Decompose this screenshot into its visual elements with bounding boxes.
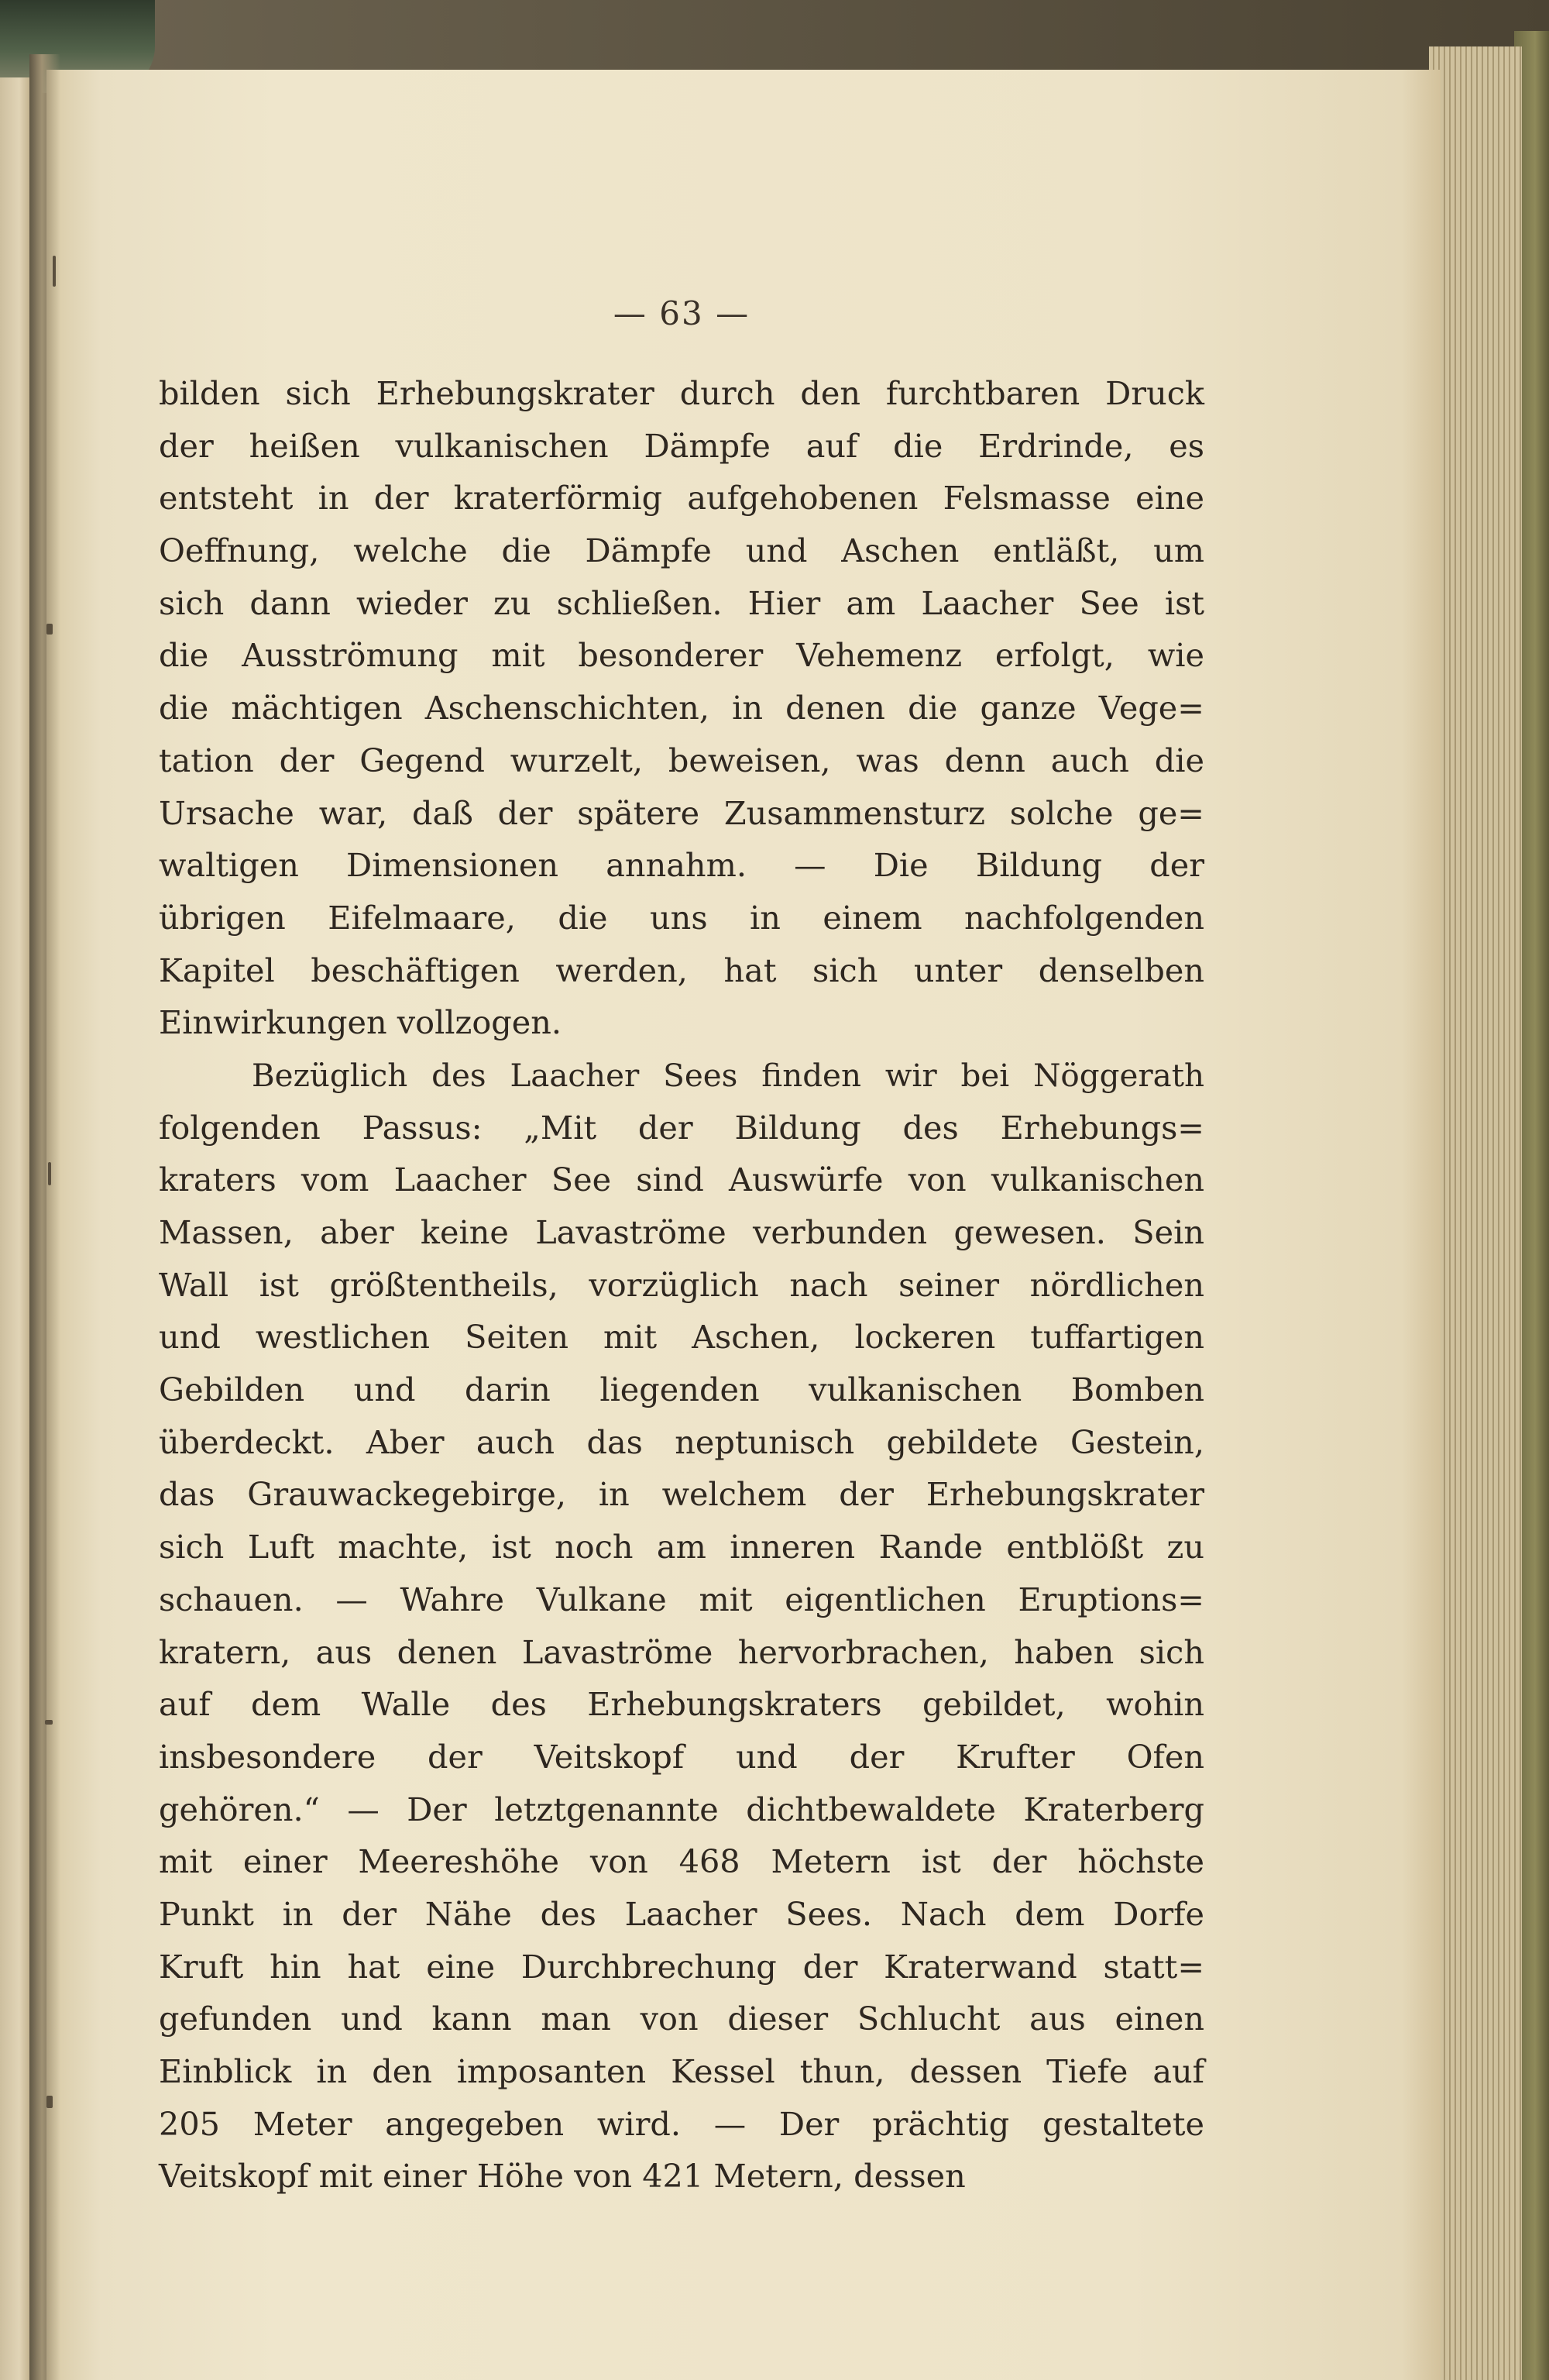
text-line: und westlichen Seiten mit Aschen, lockeren tuffartigen xyxy=(159,1319,1204,1357)
margin-ink-mark xyxy=(46,624,53,635)
text-line: sich Luft machte, ist noch am inneren Rande entblößt zu xyxy=(159,1529,1204,1567)
text-line: auf dem Walle des Erhebungskraters gebildet, wohin xyxy=(159,1686,1204,1724)
text-line: die mächtigen Aschenschichten, in denen die ganze Vege= xyxy=(159,690,1204,727)
text-line: waltigen Dimensionen annahm. — Die Bildung der xyxy=(159,847,1204,885)
text-line: 205 Meter angegeben wird. — Der prächtig gestaltete xyxy=(159,2105,1204,2143)
text-line: folgenden Passus: „Mit der Bildung des Erhebungs= xyxy=(159,1109,1204,1147)
text-line: tation der Gegend wurzelt, beweisen, was denn auch die xyxy=(159,741,1204,779)
text-line: Einblick in den imposanten Kessel thun, dessen Tiefe auf xyxy=(159,2053,1204,2090)
text-line: Kapitel beschäftigen werden, hat sich unter denselben xyxy=(159,951,1204,989)
text-line: Bezüglich des Laacher Sees finden wir bei Nöggerath xyxy=(252,1056,1204,1094)
text-line: gefunden und kann man von dieser Schlucht aus einen xyxy=(159,2000,1204,2038)
text-line: Oeffnung, welche die Dämpfe und Aschen entläßt, um xyxy=(159,532,1204,570)
text-line: der heißen vulkanischen Dämpfe auf die Erdrinde, es xyxy=(159,427,1204,465)
text-line: Ursache war, daß der spätere Zusammensturz solche ge= xyxy=(159,794,1204,832)
margin-ink-mark xyxy=(46,2096,53,2108)
text-line: die Ausströmung mit besonderer Vehemenz erfolgt, wie xyxy=(159,637,1204,675)
text-line: Gebilden und darin liegenden vulkanischen Bomben xyxy=(159,1371,1204,1409)
text-line: Wall ist größtentheils, vorzüglich nach seiner nördlichen xyxy=(159,1266,1204,1304)
text-line: mit einer Meereshöhe von 468 Metern ist der höchste xyxy=(159,1843,1204,1881)
text-line: Massen, aber keine Lavaströme verbunden gewesen. Sein xyxy=(159,1214,1204,1251)
text-line: insbesondere der Veitskopf und der Krufter Ofen xyxy=(159,1738,1204,1776)
previous-page-edge xyxy=(0,77,31,2380)
text-line: Veitskopf mit einer Höhe von 421 Metern, dessen xyxy=(159,2158,966,2196)
text-line: Einwirkungen vollzogen. xyxy=(159,1004,562,1042)
margin-ink-mark xyxy=(48,1162,51,1185)
text-line: übrigen Eifelmaare, die uns in einem nachfolgenden xyxy=(159,899,1204,937)
text-line: Punkt in der Nähe des Laacher Sees. Nach dem Dorfe xyxy=(159,1895,1204,1933)
margin-ink-mark xyxy=(53,256,56,287)
text-line: gehören.“ — Der letztgenannte dichtbewaldete Kraterberg xyxy=(159,1790,1204,1828)
page-number: — 63 — xyxy=(613,294,750,332)
text-line: kratern, aus denen Lavaströme hervorbrachen, haben sich xyxy=(159,1633,1204,1671)
text-line: entsteht in der kraterförmig aufgehobenen Felsmasse eine xyxy=(159,480,1204,518)
page-edges xyxy=(1429,46,1522,2380)
text-line: Kruft hin hat eine Durchbrechung der Kraterwand statt= xyxy=(159,1948,1204,1986)
text-line: überdeckt. Aber auch das neptunisch gebildete Gestein, xyxy=(159,1423,1204,1461)
text-line: bilden sich Erhebungskrater durch den furchtbaren Druck xyxy=(159,375,1204,412)
text-line: das Grauwackegebirge, in welchem der Erhebungskrater xyxy=(159,1476,1204,1514)
binding-gutter xyxy=(29,54,60,2380)
text-line: kraters vom Laacher See sind Auswürfe von vulkanischen xyxy=(159,1161,1204,1199)
margin-ink-mark xyxy=(45,1720,53,1725)
body-text xyxy=(159,368,1204,2203)
text-line: schauen. — Wahre Vulkane mit eigentlichen Eruptions= xyxy=(159,1580,1204,1618)
text-line: sich dann wieder zu schließen. Hier am Laacher See ist xyxy=(159,584,1204,622)
